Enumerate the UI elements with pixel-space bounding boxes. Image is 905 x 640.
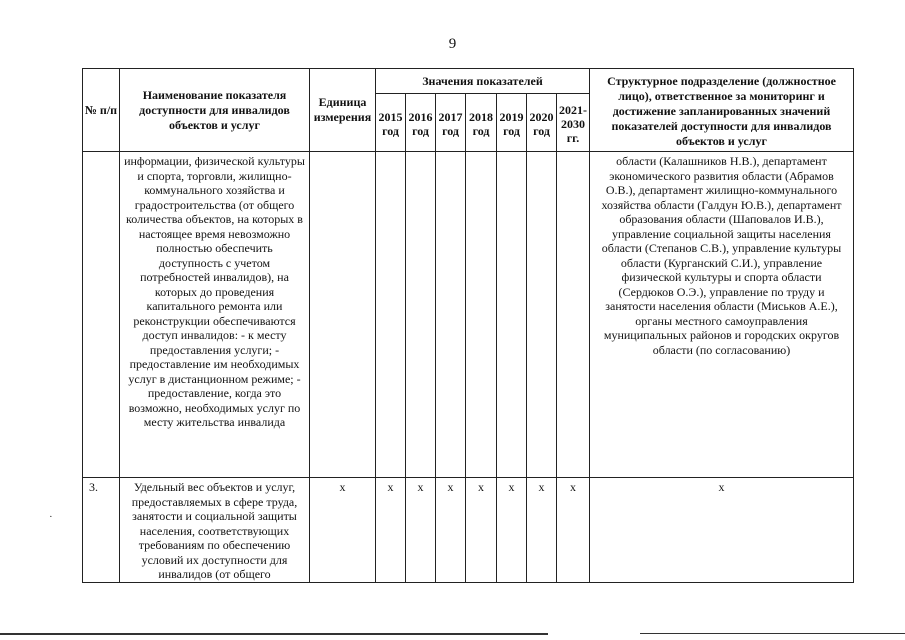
header-indicator-name: Наименование показателя доступности для инвалидов объектов и услуг (120, 69, 310, 152)
value-cell: х (557, 478, 590, 583)
footer-rule (640, 633, 905, 634)
unit-cell (310, 152, 376, 478)
table-row (83, 152, 854, 478)
value-cell (376, 152, 406, 478)
header-year: 2015 год (376, 94, 406, 152)
row-num (83, 152, 120, 478)
value-cell: х (497, 478, 527, 583)
unit-cell: х (310, 478, 376, 583)
value-cell (436, 152, 466, 478)
indicators-table (82, 68, 854, 583)
value-cell (466, 152, 497, 478)
value-cell (497, 152, 527, 478)
header-values-group: Значения показателей (376, 69, 590, 94)
value-cell (406, 152, 436, 478)
header-year: 2017 год (436, 94, 466, 152)
responsible-cell: области (Калашников Н.В.), департамент экономического развития области (Абрамов О.В.), департамент жилищно-коммунального хозяйства области (Галдун Ю.В.), департамент образования области (Шаповалов И.В.), управление социальной защиты населения области (Степанов С.В.), управление культуры области (Курганский С.И.), управление физической культуры и спорта области (Сердюков О.Э.), управление по труду и занятости населения области (Миськов А.Е.), органы местного самоуправления муниципальных районов и городских округов области (по согласованию) (590, 152, 854, 478)
indicator-name: Удельный вес объектов и услуг, предоставляемых в сфере труда, занятости и социальной защиты населения, соответствующих требованиям по обеспечению условий их доступности для инвалидов (от общего (120, 478, 310, 583)
scan-speck: · (49, 511, 53, 523)
value-cell: х (376, 478, 406, 583)
header-unit: Единица измерения (310, 69, 376, 152)
header-num: № п/п (83, 69, 120, 152)
header-year: 2019 год (497, 94, 527, 152)
page-number: 9 (448, 36, 457, 52)
header-year: 2020 год (527, 94, 557, 152)
header-year: 2018 год (466, 94, 497, 152)
value-cell: х (406, 478, 436, 583)
header-responsible: Структурное подразделение (должностное лицо), ответственное за мониторинг и достижение запланированных значений показателей доступности для инвалидов объектов и услуг (590, 69, 854, 152)
indicator-name: информации, физической культуры и спорта, торговли, жилищно-коммунального хозяйства и градостроительства (от общего количества объектов, на которых в настоящее время невозможно полностью обеспечить доступность с учетом потребностей инвалидов), на которых до проведения капитального ремонта или реконструкции обеспечиваются доступ инвалидов: - к месту предоставления услуги; - предоставление им необходимых услуг в дистанционном режиме; - предоставление, когда это возможно, необходимых услуг по месту жительства инвалида (120, 152, 310, 478)
responsible-cell: х (590, 478, 854, 583)
header-year: 2016 год (406, 94, 436, 152)
value-cell: х (466, 478, 497, 583)
table-row (83, 478, 854, 583)
value-cell: х (527, 478, 557, 583)
header-year: 2021-2030 гг. (557, 94, 590, 152)
row-num: 3. (83, 478, 120, 583)
value-cell (557, 152, 590, 478)
value-cell: х (436, 478, 466, 583)
value-cell (527, 152, 557, 478)
footer-rule (0, 633, 548, 635)
